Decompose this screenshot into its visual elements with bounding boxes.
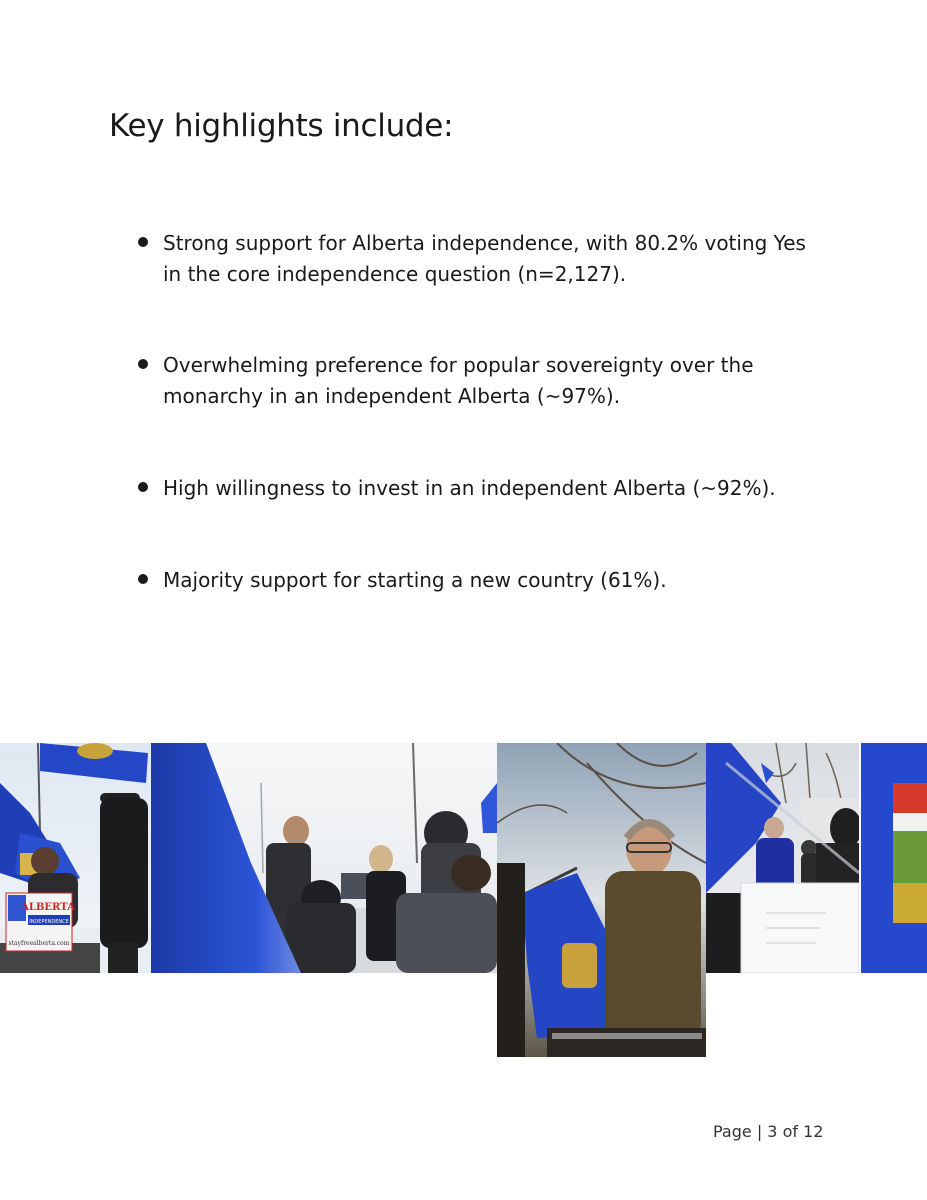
- page-number: Page | 3 of 12: [713, 1122, 824, 1141]
- page-heading: Key highlights include:: [109, 108, 454, 144]
- photo-signup-table: [706, 743, 859, 973]
- bullet-dot: [138, 482, 148, 492]
- sign-title: ALBERTA: [21, 902, 75, 913]
- sign-url: stayfreealberta.com: [8, 940, 70, 947]
- bullet-dot: [138, 359, 148, 369]
- sign-subtitle: INDEPENDENCE: [29, 919, 69, 925]
- highlight-text: Majority support for starting a new country (61%).: [163, 568, 667, 592]
- bullet-dot: [138, 237, 148, 247]
- photo-flag-table-image: [0, 743, 151, 973]
- highlight-text: Overwhelming preference for popular sovereignty over the monarchy in an independent Alberta (~97%).: [163, 353, 754, 408]
- photo-flag-closeup: [859, 743, 927, 973]
- photo-flag-closeup-image: [859, 743, 927, 973]
- highlight-text: Strong support for Alberta independence, with 80.2% voting Yes in the core independence question (n=2,127).: [163, 231, 806, 286]
- photo-volunteer: [497, 743, 706, 1057]
- photo-crowd: [151, 743, 497, 973]
- photo-signup-table-image: [706, 743, 859, 973]
- bullet-dot: [138, 574, 148, 584]
- highlight-text: High willingness to invest in an independent Alberta (~92%).: [163, 476, 776, 500]
- photo-flag-table: [0, 743, 151, 973]
- photo-crowd-image: [151, 743, 497, 973]
- photo-volunteer-image: [497, 743, 706, 1057]
